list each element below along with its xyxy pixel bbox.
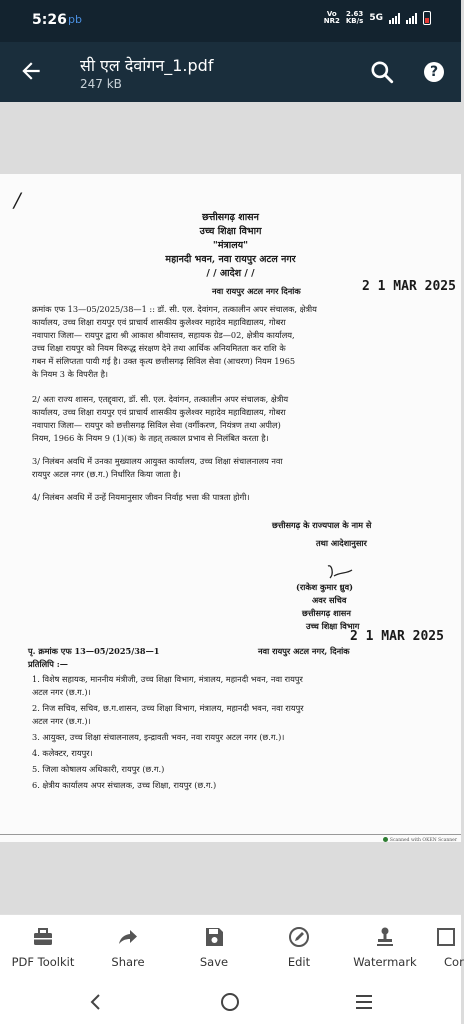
header-line: उच्च शिक्षा विभाग	[199, 226, 262, 237]
ref-stamp: 2 1 MAR 2025	[350, 629, 444, 644]
sign-line: छत्तीसगढ़ के राज्यपाल के नाम से	[272, 520, 372, 530]
page-divider	[0, 834, 461, 835]
para2-line: 2/ अतः राज्य शासन, एतद्द्वारा, डॉ. सी. एल. देवांगन, तत्कालीन अपर संचालक, क्षेत्रीय	[32, 394, 289, 404]
pdf-viewer[interactable]	[0, 102, 461, 914]
bottom-toolbar	[0, 914, 464, 980]
para4-line: 4/ निलंबन अवधि में उन्हें नियमानुसार जीवन निर्वाह भत्ता की पात्रता होगी।	[32, 492, 250, 502]
signal-icon-2	[406, 13, 417, 24]
copy-line: 2. निज सचिव, सचिव, छ.ग.शासन, उच्च शिक्षा विभाग, मंत्रालय, महानदी भवन, नवा रायपुर	[32, 703, 304, 713]
copy-line: 4. कलेक्टर, रायपुर।	[32, 748, 93, 758]
para1-line: नवापारा जिला— रायपुर द्वारा श्री आकाश श्रीवास्तव, सहायक ग्रेड—02, क्षेत्रीय कार्यालय,	[32, 330, 295, 340]
watermark-button[interactable]: Watermark	[342, 925, 428, 969]
sign-line: उच्च शिक्षा विभाग	[306, 621, 360, 631]
header-line: छत्तीसगढ़ शासन	[202, 212, 259, 223]
toolkit-icon	[31, 925, 55, 949]
copy-line: अटल नगर (छ.ग.)।	[32, 687, 91, 697]
file-title: सी एल देवांगन_1.pdf	[80, 56, 214, 75]
header-line: महानदी भवन, नवा रायपुर अटल नगर	[165, 254, 296, 265]
nav-back-icon[interactable]	[84, 990, 108, 1014]
file-size: 247 kB	[80, 77, 122, 91]
copy-line: 6. क्षेत्रीय कार्यालय अपर संचालक, उच्च शिक्षा, रायपुर (छ.ग.)	[32, 780, 217, 790]
copy-line: अटल नगर (छ.ग.)।	[32, 716, 91, 726]
status-bar	[0, 0, 461, 42]
para2-line: नियम, 1966 के नियम 9 (1)(क) के तहत् तत्काल प्रभाव से निलंबित करता है।	[32, 433, 269, 443]
share-button[interactable]: Share	[85, 925, 171, 969]
search-icon[interactable]	[369, 59, 395, 85]
copy-line: 3. आयुक्त, उच्च शिक्षा संचालनालय, इन्द्रावती भवन, नवा रायपुर अटल नगर (छ.ग.)।	[32, 732, 285, 742]
sign-line: (राकेश कुमार ध्रुव)	[296, 582, 354, 592]
status-time: 5:26	[32, 12, 67, 28]
sign-line: अवर सचिव	[312, 595, 347, 605]
save-button[interactable]: Save	[171, 925, 257, 969]
share-icon	[116, 925, 140, 949]
para1-line: उच्च शिक्षा रायपुर को नियम विरूद्ध संरक्षण देने तथा आर्थिक अनियमितता कर राशि के	[32, 343, 286, 353]
para2-line: नवापारा जिला— रायपुर को छत्तीसगढ़ सिविल सेवा (वर्गीकरण, नियंत्रण तथा अपील)	[32, 420, 281, 430]
para3-line: 3/ निलंबन अवधि में उनका मुख्यालय आयुक्त कार्यालय, उच्च शिक्षा संचालनालय नवा	[32, 456, 283, 466]
toolkit-button[interactable]: PDF Toolkit	[0, 925, 86, 969]
sign-line: तथा आदेशानुसार	[316, 538, 367, 548]
ref-date: नवा रायपुर अटल नगर, दिनांक	[258, 646, 350, 656]
copy-line: 5. जिला कोषालय अधिकारी, रायपुर (छ.ग.)	[32, 764, 165, 774]
system-nav-bar	[0, 980, 461, 1024]
save-icon	[202, 925, 226, 949]
network-type: 5G	[369, 13, 383, 23]
para3-line: रायपुर अटल नगर (छ.ग.) निर्धारित किया जाता है।	[32, 469, 181, 479]
para1-line: के नियम 3 के विपरीत है।	[32, 369, 109, 379]
date-line: नवा रायपुर अटल नगर दिनांक	[212, 286, 301, 296]
copy-label: प्रतिलिपि :—	[28, 659, 68, 669]
signature-image	[322, 562, 358, 584]
app-bar	[0, 42, 461, 102]
para2-line: कार्यालय, उच्च शिक्षा रायपुर एवं प्राचार्य शासकीय कुलेश्वर महादेव महाविद्यालय, गोबरा	[32, 407, 286, 417]
notification-pb-icon: pb	[68, 13, 82, 26]
nav-home-icon[interactable]	[218, 990, 242, 1014]
watermark-icon	[373, 925, 397, 949]
help-icon[interactable]: ?	[424, 62, 444, 82]
sign-line: छत्तीसगढ़ शासन	[302, 608, 351, 618]
date-stamp: 2 1 MAR 2025	[362, 279, 456, 294]
header-line: "मंत्रालय"	[212, 240, 249, 251]
edit-icon	[287, 925, 311, 949]
volte-indicator: Vo NR2	[323, 10, 340, 25]
pdf-page	[0, 174, 461, 842]
signal-icon	[389, 13, 400, 24]
copy-line: 1. विशेष सहायक, माननीय मंत्रीजी, उच्च शिक्षा विभाग, मंत्रालय, महानदी भवन, नवा रायपुर	[32, 674, 303, 684]
page-mark: /	[14, 188, 21, 212]
ref-line: पृ. क्रमांक एफ 13—05/2025/38—1	[28, 646, 160, 656]
para1-line: गबन में संलिप्तता पायी गई है। उक्त कृत्य छत्तीसगढ़ सिविल सेवा (आचरण) नियम 1965	[32, 356, 296, 366]
para1-line: कार्यालय, उच्च शिक्षा रायपुर एवं प्राचार्य शासकीय कुलेश्वर महादेव महाविद्यालय, गोबरा	[32, 317, 286, 327]
status-icons	[324, 11, 431, 25]
header-line: / / आदेश / /	[206, 268, 255, 279]
network-speed: 2.63 KB/s	[345, 10, 364, 25]
back-arrow-icon[interactable]	[18, 58, 44, 84]
battery-icon	[423, 11, 431, 25]
edit-button[interactable]: Edit	[256, 925, 342, 969]
convert-button[interactable]: Cor	[414, 925, 461, 969]
scanner-watermark: Scanned with OKEN Scanner	[383, 837, 457, 843]
para1-line: क्रमांक एफ 13—05/2025/38—1 :: डॉ. सी. एल. देवांगन, तत्कालीन अपर संचालक, क्षेत्रीय	[32, 304, 317, 314]
convert-icon	[434, 925, 458, 949]
nav-recents-icon[interactable]	[352, 990, 376, 1014]
